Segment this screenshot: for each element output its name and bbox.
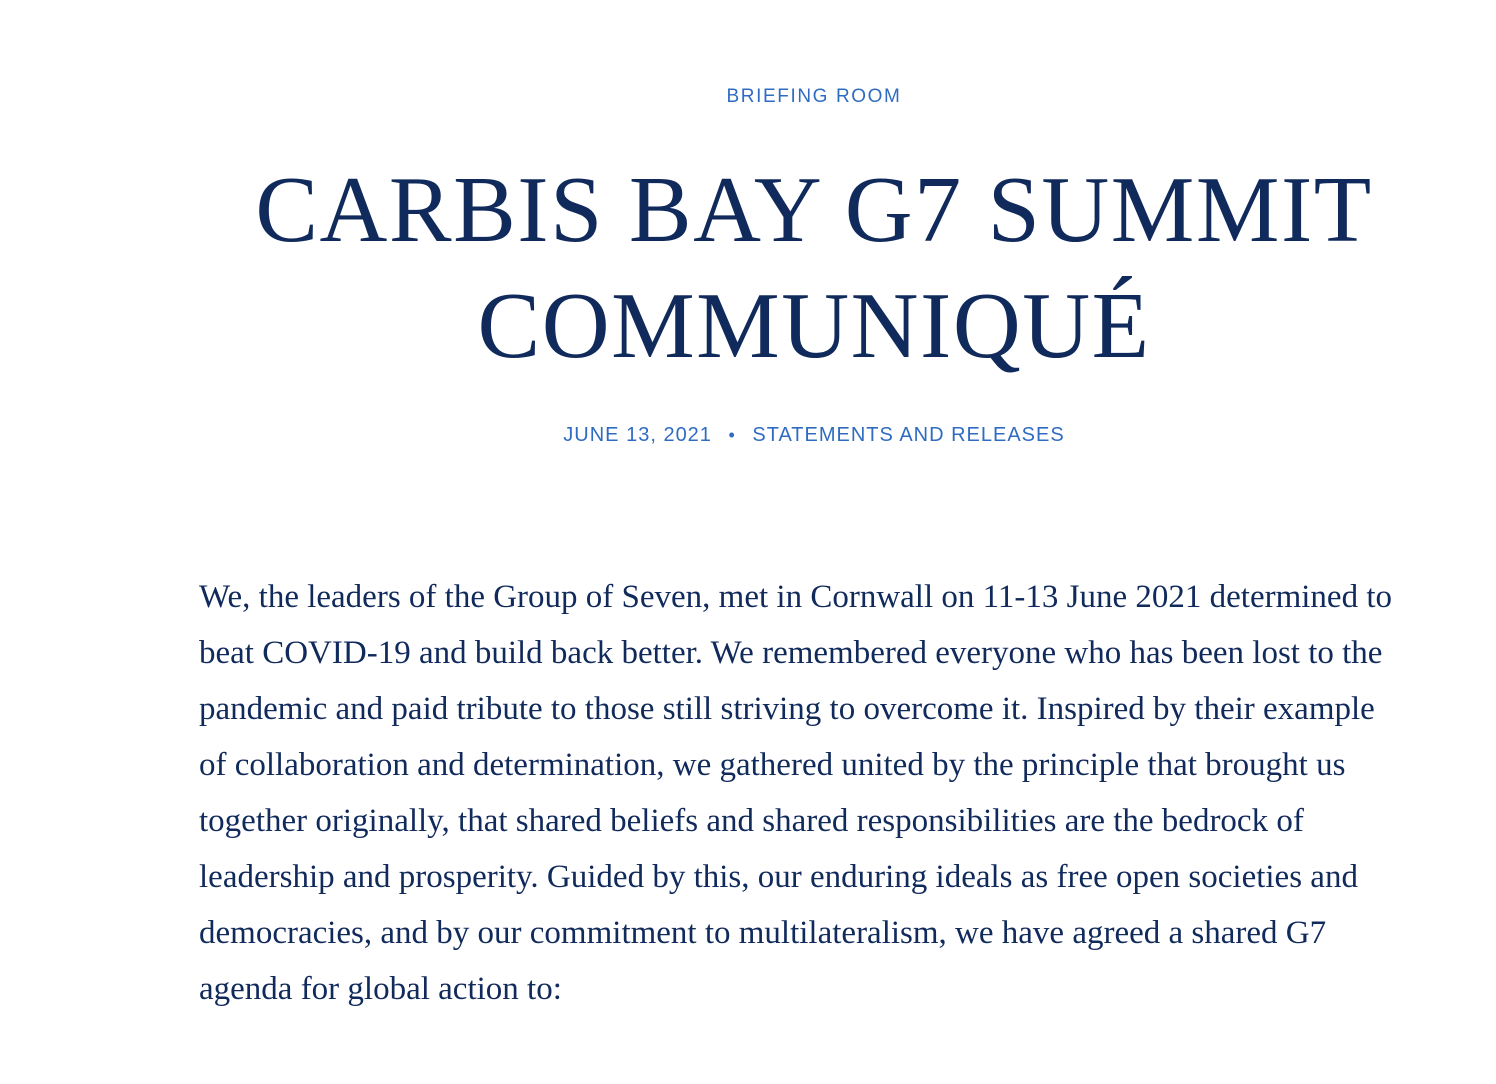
- section-link-briefing-room[interactable]: BRIEFING ROOM: [726, 86, 902, 107]
- page-title: [0, 152, 1496, 384]
- article-meta: [0, 424, 1496, 447]
- article-paragraph: We, the leaders of the Group of Seven, met in Cornwall on 11-13 June 2021 determined to beat COVID-19 and build back better. We remembered everyone who has been lost to the pandemic and paid tribute to those still striving to overcome it. Inspired by their example of collaboration and determination, we gathered united by the principle that brought us together originally, that shared beliefs and shared responsibilities are the bedrock of leadership and prosperity. Guided by this, our enduring ideals as free open societies and democracies, and by our commitment to multilateralism, we have agreed a shared G7 agenda for global action to:: [199, 579, 1392, 1007]
- publish-date: JUNE 13, 2021: [563, 424, 712, 446]
- meta-separator: •: [728, 425, 736, 445]
- category-link[interactable]: STATEMENTS AND RELEASES: [752, 424, 1065, 446]
- page-title-text: [0, 152, 1496, 384]
- title-line-1: CARBIS BAY G7 SUMMIT: [255, 158, 1373, 262]
- title-line-2: COMMUNIQUÉ: [477, 274, 1151, 378]
